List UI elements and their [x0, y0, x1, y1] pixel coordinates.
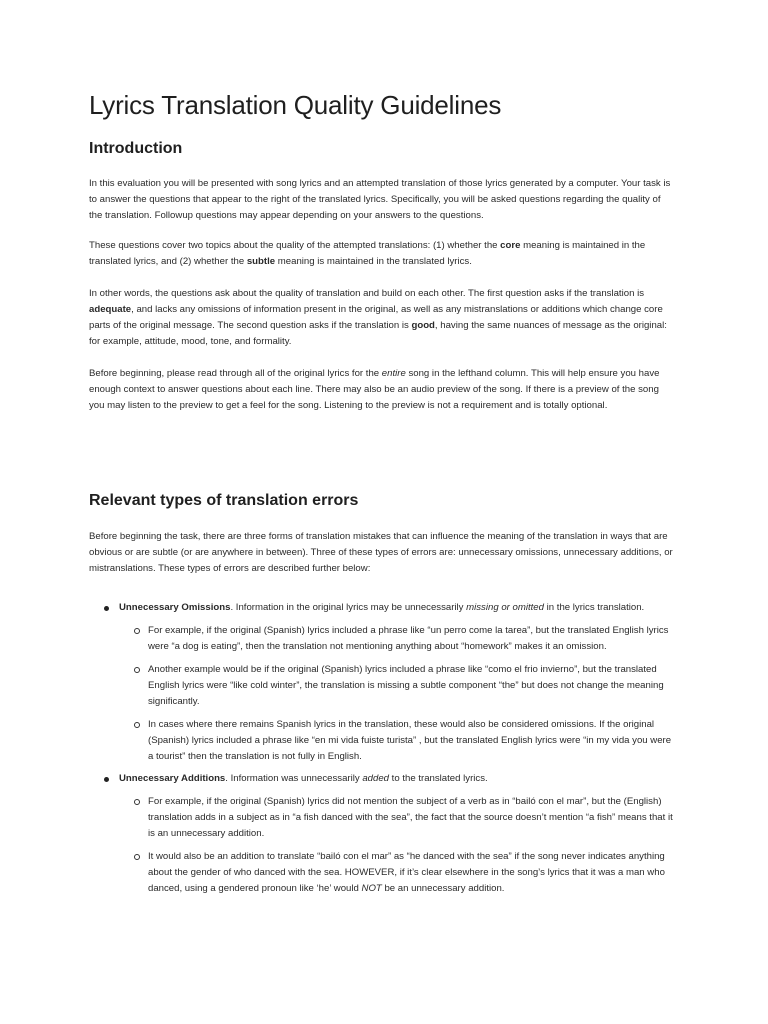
- circle-bullet-icon: [134, 722, 140, 728]
- list-item: In cases where there remains Spanish lyrics in the translation, these would also be considered omissions. If the original (Spanish) lyrics included a phrase like “en mi vida fuiste turista” , but the translated English lyrics were “in my vida you were a tourist” then the translation is not fully in English.: [119, 717, 674, 765]
- added-emphasis: added: [362, 773, 390, 784]
- circle-bullet-icon: [134, 854, 140, 860]
- additions-label: Unnecessary Additions: [119, 773, 226, 784]
- list-item-omissions: Unnecessary Omissions. Information in the original lyrics may be unnecessarily missing or omitted in the lyrics translation. For example, if the original (Spanish) lyrics included a phrase like “un perro come la tarea”, but the translated English lyrics were “a dog is eating”, then the translation not mentioning anything about “homework” makes it an omission. Another example would be if the original (Spanish) lyrics included a phrase like “como el frio invierno”, but the translated English lyrics were “like cold winter”, the translation is missing a subtle component “the” but does not change the meaning significantly. In cases where there remains Spanish lyrics in the translation, these would also be considered omissions. If the original (Spanish) lyrics included a phrase like “en mi vida fuiste turista” , but the translated English lyrics were “in my vida you were a tourist” then the translation is not fully in English.: [89, 600, 674, 765]
- errors-heading: Relevant types of translation errors: [89, 492, 359, 509]
- circle-bullet-icon: [134, 667, 140, 673]
- list-item: It would also be an addition to translate “bailó con el mar” as “he danced with the sea” if the song never indicates anything about the gender of who danced with the sea. HOWEVER, if it’s clear elsewhere in the song’s lyrics that it was a man who danced, using a gendered pronoun like ‘he’ would NOT be an unnecessary addition.: [119, 849, 674, 897]
- additions-examples: [119, 794, 674, 897]
- errors-intro-paragraph: Before beginning the task, there are three forms of translation mistakes that can influence the meaning of the translation in ways that are obvious or are subtle (or are anywhere in between). Three of these types of errors are: unnecessary omissions, unnecessary additions, or mistranslations. These types of errors are described further below:: [89, 531, 673, 574]
- omissions-label: Unnecessary Omissions: [119, 602, 231, 613]
- bullet-icon: [104, 777, 109, 782]
- bullet-icon: [104, 606, 109, 611]
- omitted-emphasis: missing or omitted: [466, 602, 544, 613]
- entire-emphasis: entire: [381, 368, 406, 379]
- omissions-examples: [119, 623, 674, 765]
- good-emphasis: good: [411, 320, 435, 331]
- core-emphasis: core: [500, 240, 521, 251]
- list-item: Another example would be if the original (Spanish) lyrics included a phrase like “como el frio invierno”, but the translated English lyrics were “like cold winter”, the translation is missing a subtle component “the” but does not change the meaning significantly.: [119, 662, 674, 710]
- document-title: Lyrics Translation Quality Guidelines: [89, 90, 502, 120]
- circle-bullet-icon: [134, 628, 140, 634]
- error-types-list: [89, 600, 674, 897]
- introduction-heading: Introduction: [89, 140, 183, 157]
- intro-paragraph-2: These questions cover two topics about the quality of the attempted translations: (1) whether the core meaning is maintained in the translated lyrics, and (2) whether the subtle meaning is maintained in the translated lyrics.: [89, 240, 646, 267]
- intro-paragraph-4: Before beginning, please read through all of the original lyrics for the entire song in the lefthand column. This will help ensure you have enough context to answer questions about each line. There may also be an audio preview of the song. If there is a preview of the song you may listen to the preview to get a feel for the song. Listening to the preview is not a requirement and is totally optional.: [89, 368, 660, 411]
- intro-paragraph-1: In this evaluation you will be presented with song lyrics and an attempted translation of those lyrics generated by a computer. Your task is to answer the questions that appear to the right of the translated lyrics. Specifically, you will be asked questions regarding the quality of the translation. Followup questions may appear depending on your answers to the questions.: [89, 178, 671, 221]
- adequate-emphasis: adequate: [89, 304, 132, 315]
- list-item-additions: Unnecessary Additions. Information was unnecessarily added to the translated lyrics. For example, if the original (Spanish) lyrics did not mention the subject of a verb as in “bailó con el mar”, but the (English) translation adds in a subject as in “a fish danced with the sea”, the fact that the source doesn’t mention “a fish” means that it is an unnecessary addition. It would also be an addition to translate “bailó con el mar” as “he danced with the sea” if the song never indicates anything about the gender of who danced with the sea. HOWEVER, if it’s clear elsewhere in the song’s lyrics that it was a man who danced, using a gendered pronoun like ‘he’ would NOT be an unnecessary addition.: [89, 771, 674, 897]
- intro-paragraph-3: In other words, the questions ask about the quality of translation and build on each other. The first question asks if the translation is adequate, and lacks any omissions of information present in the original, as well as any mistranslations or additions which change core parts of the original message. The second question asks if the translation is good, having the same nuances of message as the original: for example, attitude, mood, tone, and formality.: [89, 288, 667, 347]
- not-emphasis: NOT: [361, 883, 382, 894]
- circle-bullet-icon: [134, 799, 140, 805]
- subtle-emphasis: subtle: [246, 256, 276, 267]
- list-item: For example, if the original (Spanish) lyrics did not mention the subject of a verb as in “bailó con el mar”, but the (English) translation adds in a subject as in “a fish danced with the sea”, the fact that the source doesn’t mention “a fish” means that it is an unnecessary addition.: [119, 794, 674, 842]
- list-item: For example, if the original (Spanish) lyrics included a phrase like “un perro come la tarea”, but the translated English lyrics were “a dog is eating”, then the translation not mentioning anything about “homework” makes it an omission.: [119, 623, 674, 655]
